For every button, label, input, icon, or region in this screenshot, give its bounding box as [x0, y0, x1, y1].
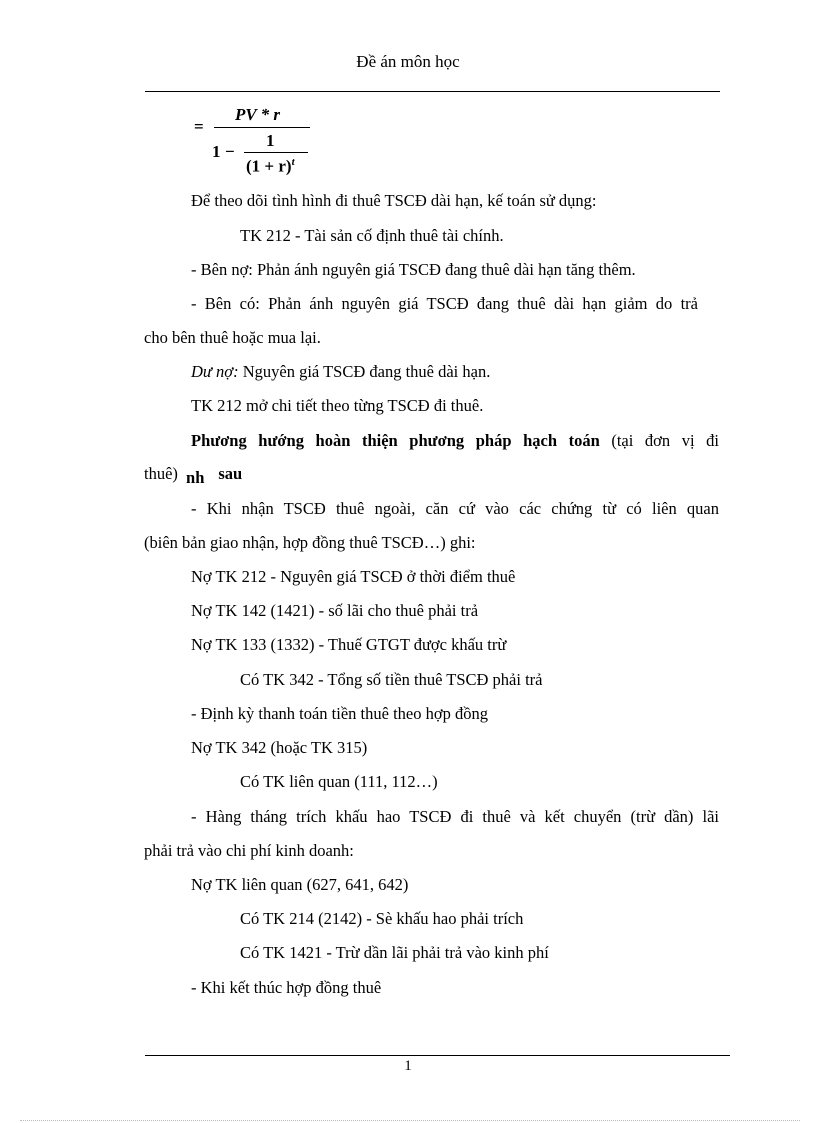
formula-minus: −: [225, 142, 235, 161]
journal-entry-line: Nợ TK 142 (1421) - số lãi cho thuê phải trả: [191, 601, 479, 620]
paragraph-line: - Hàng tháng trích khấu hao TSCĐ đi thuê và kết chuyển (trừ dần) lãi: [191, 807, 719, 826]
section-heading-rest: (tại đơn vị đi: [599, 431, 719, 450]
journal-entry-line: Nợ TK 133 (1332) - Thuế GTGT được khấu trừ: [191, 635, 507, 654]
journal-entry-line: Có TK 1421 - Trừ dần lãi phải trả vào kinh phí: [240, 943, 549, 962]
footer-divider: [145, 1055, 730, 1056]
journal-entry-line: Nợ TK 342 (hoặc TK 315): [191, 738, 368, 757]
paragraph-line: - Bên nợ: Phản ánh nguyên giá TSCĐ đang thuê dài hạn tăng thêm.: [191, 260, 636, 279]
paragraph-line: Để theo dõi tình hình đi thuê TSCĐ dài hạn, kế toán sử dụng:: [191, 191, 597, 210]
paragraph-line: [191, 364, 490, 381]
text-fragment: nh: [186, 468, 205, 487]
formula-numerator: PV * r: [235, 105, 281, 124]
formula-equals: =: [194, 117, 204, 136]
page-number: 1: [404, 1058, 412, 1074]
page-edge: [20, 1120, 800, 1121]
paragraph-line: - Khi nhận TSCĐ thuê ngoài, căn cứ vào các chứng từ có liên quan: [191, 499, 719, 518]
journal-entry-line: Có TK 214 (2142) - Sè khấu hao phải trích: [240, 909, 524, 928]
balance-label: Dư nợ:: [191, 362, 239, 381]
section-heading: Phương hướng hoàn thiện phương pháp hạch toán: [191, 431, 600, 450]
formula-main-fraction-bar: [214, 127, 310, 128]
header-divider: [145, 91, 720, 92]
formula-inner-denominator: [246, 156, 295, 177]
paragraph-line: - Khi kết thúc hợp đồng thuê: [191, 978, 382, 997]
journal-entry-line: Nợ TK 212 - Nguyên giá TSCĐ ở thời điểm thuê: [191, 567, 516, 586]
text-fragment: thuê): [144, 464, 178, 483]
formula-inner-fraction-bar: [244, 152, 308, 153]
formula-inner-numerator: 1: [266, 131, 275, 150]
paragraph-line: - Định kỳ thanh toán tiền thuê theo hợp đồng: [191, 704, 488, 723]
page-header-title: Đề án môn học: [356, 52, 460, 71]
section-heading-line: [191, 433, 719, 450]
paragraph-line: - Bên có: Phản ánh nguyên giá TSCĐ đang thuê dài hạn giảm do trả: [191, 294, 698, 313]
annuity-formula: [192, 100, 392, 180]
balance-text: Nguyên giá TSCĐ đang thuê dài hạn.: [238, 362, 491, 381]
journal-entry-line: Có TK 342 - Tổng số tiền thuê TSCĐ phải trả: [240, 670, 543, 689]
paragraph-line: phải trả vào chi phí kinh doanh:: [144, 841, 354, 860]
account-title-line: TK 212 - Tài sản cố định thuê tài chính.: [240, 226, 504, 245]
formula-one: 1: [212, 142, 221, 161]
formula-exponent: t: [291, 156, 295, 168]
text-fragment: sau: [218, 464, 243, 483]
paragraph-line: cho bên thuê hoặc mua lại.: [144, 328, 321, 347]
paragraph-line: [144, 464, 243, 487]
formula-denominator-base: (1 + r): [246, 156, 292, 176]
paragraph-line: TK 212 mở chi tiết theo từng TSCĐ đi thuê.: [191, 396, 484, 415]
paragraph-line: (biên bản giao nhận, hợp đồng thuê TSCĐ…) ghi:: [144, 533, 476, 552]
journal-entry-line: Có TK liên quan (111, 112…): [240, 772, 438, 791]
journal-entry-line: Nợ TK liên quan (627, 641, 642): [191, 875, 409, 894]
